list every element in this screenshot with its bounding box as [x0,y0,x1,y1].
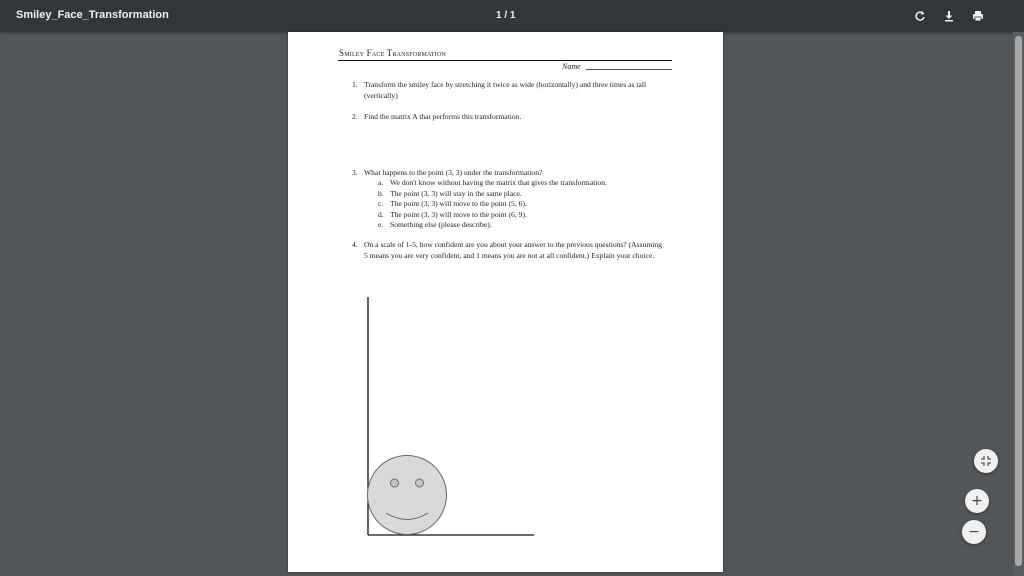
question-number: 4. [352,240,358,249]
zoom-in-button[interactable] [965,489,989,513]
document-filename: Smiley_Face_Transformation [16,9,169,21]
smiley-graph [288,32,723,572]
option-letter: c. [378,199,384,208]
option-letter: a. [378,178,384,187]
option-text: The point (3, 3) will move to the point (6, 9). [390,209,527,219]
pdf-toolbar [0,0,1024,32]
pdf-page [288,32,723,572]
option-text: The point (3, 3) will stay in the same place. [390,188,522,198]
question-number: 1. [352,80,358,89]
option-letter: d. [378,209,384,219]
question-text: On a scale of 1-5, how confident are you about your answer to the previous questions? (Assuming 5 means you are very confident, and 1 means you are not at all confident.) Explain your choice. [364,240,662,260]
download-button[interactable] [941,8,957,24]
rotate-button[interactable] [912,8,928,24]
option-letter: b. [378,188,384,198]
vertical-scrollbar[interactable] [1013,32,1024,576]
document-title: Smiley Face Transformation [339,48,447,58]
question-number: 3. [352,168,358,177]
print-icon [972,10,984,22]
option-text: We don't know without having the matrix that gives the transformation. [390,178,607,187]
question-text: Find the matrix A that performs this transformation. [364,112,522,121]
option-text: Something else (please describe). [390,220,492,229]
minus-icon: − [968,524,980,540]
question-text: Transform the smiley face by stretching it twice as wide (horizontally) and three times as tall (vertically) [364,80,647,100]
smiley-head [368,456,447,535]
smiley-left-eye [391,479,399,487]
smiley-face [368,456,447,535]
name-label: Name [562,62,581,71]
plus-icon: + [971,493,983,509]
print-button[interactable] [970,8,986,24]
question-number: 2. [352,112,358,121]
smiley-right-eye [416,479,424,487]
zoom-out-button[interactable] [962,520,986,544]
question-text: What happens to the point (3, 3) under the transformation? [364,168,543,177]
option-letter: e. [378,220,384,229]
rotate-icon [914,10,926,22]
fit-to-page-button[interactable] [974,449,998,473]
option-text: The point (3, 3) will move to the point (5, 6). [390,199,527,208]
download-icon [943,10,955,22]
scrollbar-thumb[interactable] [1015,36,1022,566]
page-indicator: 1 / 1 [496,10,516,21]
fit-to-page-icon [980,455,992,467]
